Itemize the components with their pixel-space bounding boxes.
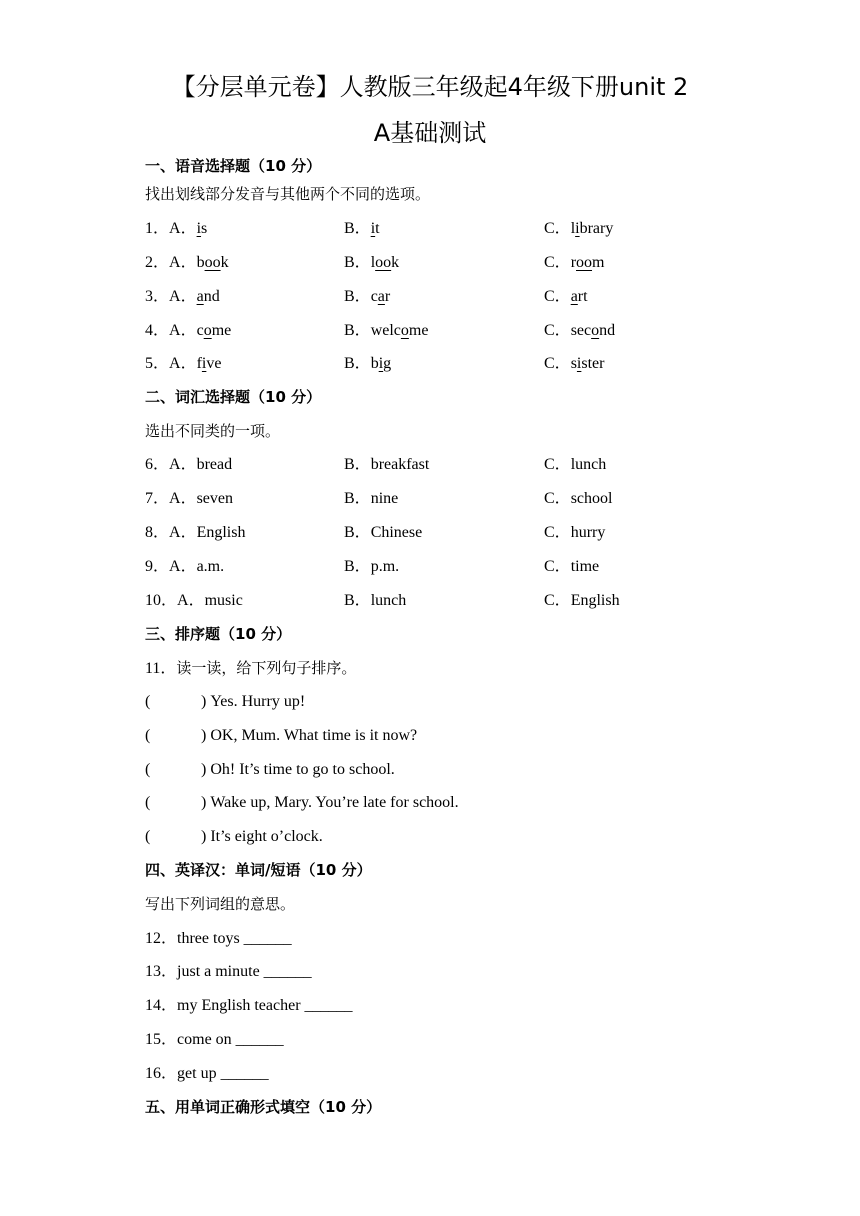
question-number: 13． xyxy=(145,963,178,980)
option-c xyxy=(544,352,604,376)
translation-item xyxy=(145,1028,284,1052)
option-letter: B． xyxy=(344,254,371,271)
answer-blank-open: ( xyxy=(145,693,151,710)
underlined-part: i xyxy=(378,355,384,372)
section4-instruction: 写出下列词组的意思。 xyxy=(145,895,296,913)
word-part: s xyxy=(201,220,208,237)
answer-blank-close: ) xyxy=(201,727,207,744)
underlined-part: oo xyxy=(576,254,593,271)
question-number: 2． xyxy=(145,254,170,271)
word-part: m xyxy=(592,254,605,271)
option-letter: C． xyxy=(544,288,571,305)
word-part: brary xyxy=(579,220,614,237)
word-part: b xyxy=(370,355,379,372)
section2-instruction: 选出不同类的一项。 xyxy=(145,422,281,440)
ordering-item xyxy=(145,758,395,782)
section2-heading: 二、词汇选择题（10 分） xyxy=(145,388,322,406)
question-number: 3． xyxy=(145,288,170,305)
option-letter: C． xyxy=(544,322,571,339)
option-letter: C． xyxy=(544,456,571,473)
option-letter: A． xyxy=(169,220,197,237)
option-word: music xyxy=(204,592,243,609)
option-letter: A． xyxy=(169,524,197,541)
phrase-text: three toys ______ xyxy=(177,930,292,947)
ordering-item xyxy=(145,791,459,815)
option-b xyxy=(344,487,398,511)
underlined-part: i xyxy=(201,355,207,372)
option-letter: C． xyxy=(544,592,571,609)
word-part: c xyxy=(196,322,204,339)
option-word: nine xyxy=(370,490,399,507)
option-word: school xyxy=(570,490,613,507)
phrase-text: my English teacher ______ xyxy=(177,997,353,1014)
question-number: 8． xyxy=(145,524,170,541)
underlined-part: oo xyxy=(375,254,392,271)
sentence-text: Oh! It’s time to go to school. xyxy=(210,761,395,778)
option-a xyxy=(145,285,220,309)
option-word: bread xyxy=(196,456,233,473)
phrase-text: just a minute ______ xyxy=(177,963,312,980)
section3-instruction xyxy=(145,656,356,680)
word-part: nd xyxy=(203,288,220,305)
word-part: b xyxy=(196,254,205,271)
underlined-part: o xyxy=(400,322,409,339)
option-b xyxy=(344,319,428,343)
option-letter: A． xyxy=(177,592,205,609)
option-b xyxy=(344,352,391,376)
option-letter: A． xyxy=(169,456,197,473)
option-b xyxy=(344,453,429,477)
word-part: f xyxy=(196,355,202,372)
option-word: seven xyxy=(196,490,234,507)
option-c xyxy=(544,453,606,477)
option-c xyxy=(544,285,588,309)
answer-blank-open: ( xyxy=(145,727,151,744)
sentence-text: Wake up, Mary. You’re late for school. xyxy=(210,794,459,811)
question-number: 6． xyxy=(145,456,170,473)
answer-blank-open: ( xyxy=(145,794,151,811)
option-word: a.m. xyxy=(196,558,225,575)
option-a xyxy=(145,251,229,275)
word-part: welc xyxy=(370,322,401,339)
option-letter: B． xyxy=(344,288,371,305)
word-part: r xyxy=(570,254,577,271)
option-a xyxy=(145,555,224,579)
option-word: time xyxy=(570,558,600,575)
option-letter: B． xyxy=(344,322,371,339)
underlined-part: a xyxy=(196,288,204,305)
question-number: 14． xyxy=(145,997,178,1014)
option-letter: B． xyxy=(344,524,371,541)
underlined-part: a xyxy=(570,288,578,305)
page-title-line2: A基础测试 xyxy=(373,119,487,147)
option-word: lunch xyxy=(370,592,407,609)
translation-item xyxy=(145,1062,269,1086)
option-b xyxy=(344,285,390,309)
option-a xyxy=(145,521,245,545)
answer-blank-close: ) xyxy=(201,761,207,778)
word-part: ve xyxy=(206,355,222,372)
underlined-part: i xyxy=(370,220,376,237)
option-letter: A． xyxy=(169,355,197,372)
option-b xyxy=(344,521,422,545)
option-c xyxy=(544,521,605,545)
word-part: l xyxy=(370,254,376,271)
word-part: c xyxy=(370,288,378,305)
option-b xyxy=(344,589,406,613)
question-number: 16． xyxy=(145,1065,178,1082)
option-a xyxy=(145,453,232,477)
option-b xyxy=(344,555,399,579)
underlined-part: o xyxy=(591,322,600,339)
section5-heading: 五、用单词正确形式填空（10 分） xyxy=(145,1098,382,1116)
question-number: 1． xyxy=(145,220,170,237)
option-letter: A． xyxy=(169,288,197,305)
underlined-part: o xyxy=(203,322,212,339)
word-part: me xyxy=(211,322,232,339)
word-part: r xyxy=(384,288,391,305)
answer-blank-close: ) xyxy=(201,693,207,710)
answer-blank-close: ) xyxy=(201,794,207,811)
word-part: rt xyxy=(577,288,588,305)
option-letter: B． xyxy=(344,456,371,473)
answer-blank-open: ( xyxy=(145,761,151,778)
word-part: g xyxy=(383,355,392,372)
translation-item xyxy=(145,994,353,1018)
option-word: hurry xyxy=(570,524,606,541)
sentence-text: It’s eight o’clock. xyxy=(210,828,323,845)
option-word: breakfast xyxy=(370,456,430,473)
underlined-part: i xyxy=(576,355,582,372)
word-part: ster xyxy=(581,355,605,372)
option-letter: C． xyxy=(544,490,571,507)
question-number: 7． xyxy=(145,490,170,507)
option-letter: A． xyxy=(169,322,197,339)
answer-blank-close: ) xyxy=(201,828,207,845)
underlined-part: oo xyxy=(204,254,221,271)
word-part: l xyxy=(570,220,576,237)
option-a xyxy=(145,352,221,376)
question-number: 5． xyxy=(145,355,170,372)
section3-instruction-text: 读一读，给下列句子排序。 xyxy=(176,659,357,677)
phrase-text: come on ______ xyxy=(177,1031,284,1048)
option-b xyxy=(344,217,380,241)
option-letter: A． xyxy=(169,254,197,271)
question-number: 9． xyxy=(145,558,170,575)
question-number: 12． xyxy=(145,930,178,947)
translation-item xyxy=(145,927,292,951)
word-part: k xyxy=(391,254,400,271)
option-word: lunch xyxy=(570,456,607,473)
option-letter: B． xyxy=(344,490,371,507)
option-c xyxy=(544,487,612,511)
question-number: 10． xyxy=(145,592,178,609)
underlined-part: i xyxy=(575,220,580,237)
word-part: s xyxy=(570,355,577,372)
option-c xyxy=(544,589,620,613)
option-c xyxy=(544,555,599,579)
ordering-item xyxy=(145,724,417,748)
option-letter: C． xyxy=(544,220,571,237)
answer-blank-open: ( xyxy=(145,828,151,845)
word-part: t xyxy=(375,220,380,237)
option-letter: B． xyxy=(344,355,371,372)
section4-heading: 四、英译汉：单词/短语（10 分） xyxy=(145,861,372,879)
option-letter: C． xyxy=(544,254,571,271)
word-part: k xyxy=(220,254,229,271)
option-letter: A． xyxy=(169,490,197,507)
option-c xyxy=(544,319,615,343)
option-letter: B． xyxy=(344,558,371,575)
option-letter: C． xyxy=(544,355,571,372)
ordering-item xyxy=(145,690,305,714)
word-part: me xyxy=(408,322,429,339)
section3-heading: 三、排序题（10 分） xyxy=(145,625,292,643)
sentence-text: Yes. Hurry up! xyxy=(210,693,306,710)
option-word: English xyxy=(196,524,246,541)
option-word: English xyxy=(570,592,620,609)
option-letter: B． xyxy=(344,220,371,237)
question-number: 15． xyxy=(145,1031,178,1048)
question-number: 11． xyxy=(145,660,177,677)
question-number: 4． xyxy=(145,322,170,339)
translation-item xyxy=(145,960,312,984)
option-word: Chinese xyxy=(370,524,423,541)
option-letter: C． xyxy=(544,524,571,541)
page-title-line1: 【分层单元卷】人教版三年级起4年级下册unit 2 xyxy=(171,73,689,101)
underlined-part: a xyxy=(377,288,385,305)
option-a xyxy=(145,217,207,241)
option-letter: B． xyxy=(344,592,371,609)
option-a xyxy=(145,589,243,613)
section1-instruction: 找出划线部分发音与其他两个不同的选项。 xyxy=(145,185,431,203)
option-letter: A． xyxy=(169,558,197,575)
section1-heading: 一、语音选择题（10 分） xyxy=(145,157,322,175)
option-word: p.m. xyxy=(370,558,400,575)
option-b xyxy=(344,251,399,275)
option-a xyxy=(145,319,231,343)
word-part: nd xyxy=(599,322,616,339)
option-letter: C． xyxy=(544,558,571,575)
ordering-item xyxy=(145,825,323,849)
underlined-part: i xyxy=(196,220,202,237)
word-part: sec xyxy=(570,322,592,339)
phrase-text: get up ______ xyxy=(177,1065,269,1082)
option-a xyxy=(145,487,233,511)
option-c xyxy=(544,251,604,275)
sentence-text: OK, Mum. What time is it now? xyxy=(210,727,418,744)
option-c xyxy=(544,217,613,241)
